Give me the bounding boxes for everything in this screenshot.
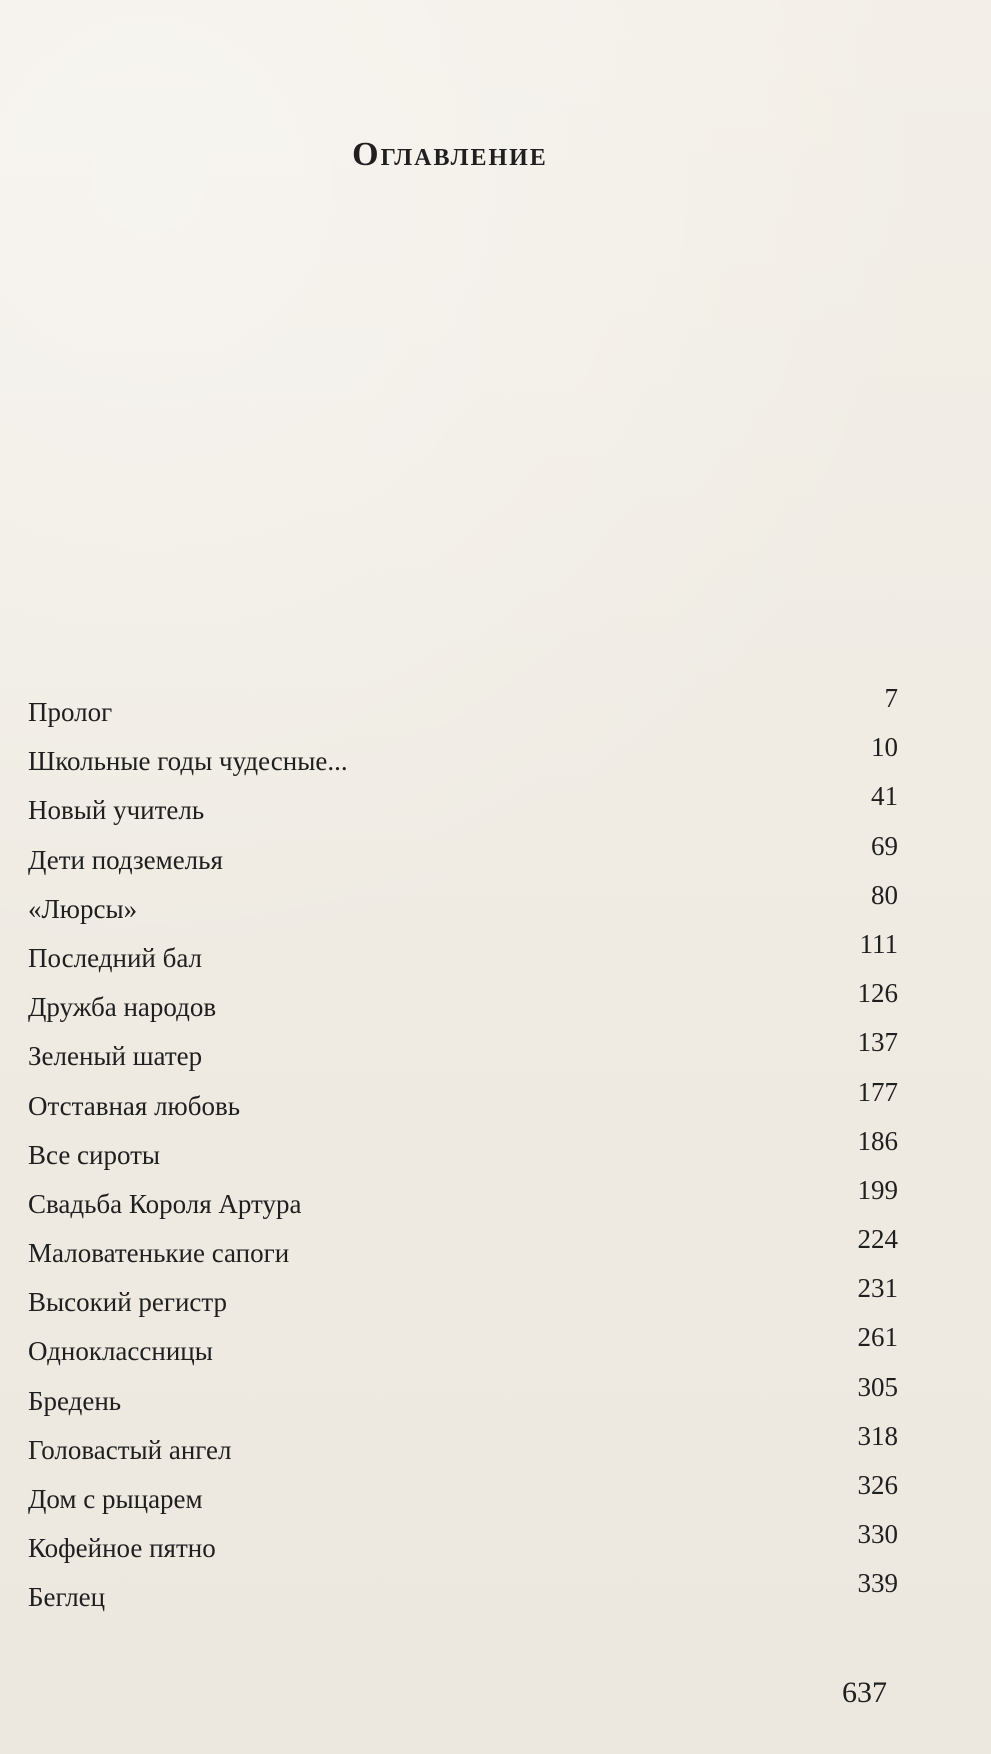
toc-entry — [28, 1470, 898, 1524]
toc-entry — [28, 1174, 898, 1229]
toc-entry — [28, 732, 898, 786]
toc-entry-page: 261 — [857, 1322, 898, 1353]
toc-entry-title: Одноклассницы — [28, 1336, 213, 1367]
toc-entry-title: Все сироты — [28, 1139, 161, 1170]
toc-entry-page: 318 — [857, 1420, 898, 1451]
toc-entry-title: Дружба народов — [28, 992, 217, 1023]
toc-entry — [28, 781, 898, 835]
toc-entry-page: 80 — [871, 879, 898, 910]
toc-entry-page: 7 — [884, 683, 898, 713]
toc-entry — [28, 1224, 898, 1278]
toc-entry-title: Бредень — [28, 1385, 122, 1416]
toc-entry-title: Маловатенькие сапоги — [28, 1238, 290, 1269]
toc-entry — [28, 928, 898, 983]
toc-entry-title: Пролог — [28, 697, 113, 727]
toc-entry-title: Зеленый шатер — [28, 1041, 203, 1072]
toc-entry-page: 231 — [857, 1273, 898, 1304]
toc-entry-page: 177 — [857, 1076, 898, 1107]
toc-entry-page: 126 — [857, 978, 898, 1009]
toc-entry — [28, 1076, 898, 1131]
toc-entry-page: 10 — [871, 732, 898, 763]
toc-entry-title: Высокий регистр — [28, 1287, 228, 1318]
toc-entry — [28, 978, 898, 1032]
toc-entry-title: Дети подземелья — [28, 844, 223, 875]
toc-entry-page: 339 — [857, 1568, 898, 1599]
toc-entry-title: Беглец — [28, 1582, 106, 1613]
toc-entry — [28, 1322, 898, 1376]
page-title: Оглавление — [352, 136, 548, 173]
toc-entry-title: Дом с рыцарем — [28, 1484, 203, 1514]
toc-entry-title: Последний бал — [28, 942, 203, 973]
toc-entry-title: Свадьба Короля Артура — [28, 1188, 302, 1219]
toc-entry-title: «Люрсы» — [28, 893, 138, 924]
toc-entry-page: 199 — [857, 1174, 898, 1205]
toc-entry-page: 137 — [857, 1027, 898, 1058]
toc-entry-title: Отставная любовь — [28, 1090, 241, 1121]
toc-entry — [28, 1027, 898, 1081]
toc-entry — [28, 683, 898, 737]
toc-entry-page: 330 — [857, 1519, 898, 1550]
toc-entry — [28, 1273, 898, 1327]
toc-entry — [28, 1125, 898, 1180]
toc-entry — [28, 879, 898, 934]
toc-entry-page: 186 — [857, 1125, 898, 1156]
toc-entry — [28, 1371, 898, 1426]
toc-entry-title: Новый учитель — [28, 795, 205, 826]
toc-entry-title: Головастый ангел — [28, 1434, 232, 1465]
toc-entry-page: 224 — [857, 1224, 898, 1255]
toc-entry-page: 41 — [871, 781, 898, 812]
toc-entry — [28, 1568, 898, 1622]
toc-entry-title: Школьные годы чудесные... — [28, 746, 348, 777]
page-number: 637 — [842, 1676, 887, 1709]
toc-entry-page: 69 — [871, 830, 898, 861]
toc-entry-page: 111 — [859, 928, 898, 959]
toc-entry — [28, 1519, 898, 1573]
toc-entry — [28, 830, 898, 885]
toc-entry-title: Кофейное пятно — [28, 1533, 216, 1564]
toc-entry — [28, 1420, 898, 1475]
table-of-contents — [28, 683, 898, 1623]
toc-entry-page: 326 — [857, 1470, 898, 1500]
toc-entry-page: 305 — [857, 1371, 898, 1402]
